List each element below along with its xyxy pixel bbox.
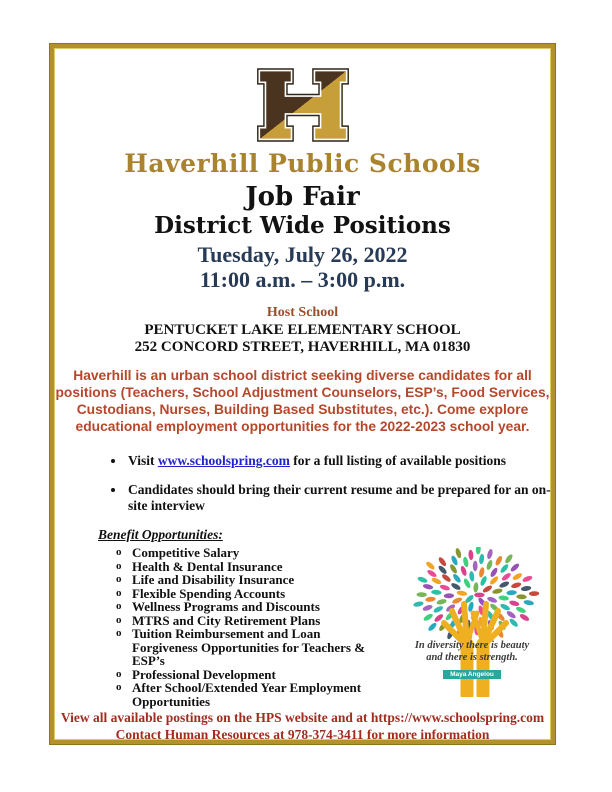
benefit-item: o Tuition Reimbursement and Loan Forgiveness Opportunities for Teachers & ESP’s xyxy=(116,626,366,668)
footer-contact-info xyxy=(54,710,551,743)
event-title: Job Fair xyxy=(245,182,360,212)
event-subtitle: District Wide Positions xyxy=(154,212,451,239)
circle-bullet-icon: o xyxy=(116,627,122,639)
host-school-name: PENTUCKET LAKE ELEMENTARY SCHOOL xyxy=(144,322,461,338)
benefits-section xyxy=(54,527,551,708)
benefit-item: o Flexible Spending Accounts xyxy=(116,585,286,601)
circle-bullet-icon: o xyxy=(116,667,122,680)
quote-line-2: and there is strength. xyxy=(426,651,518,663)
intro-paragraph: Haverhill is an urban school district seeking diverse candidates for all positions (Teachers, School Adjustment Counselors, ESP’s, Food Services, Custodians, Nurses, Building Based Substitutes, etc.). Come explore educational employment opportunities for the 2022-2023 school year. xyxy=(55,368,550,434)
host-school-label: Host School xyxy=(266,305,339,320)
school-name-title: Haverhill Public Schools xyxy=(124,149,481,178)
benefit-item: o Wellness Programs and Discounts xyxy=(116,599,320,614)
host-school-address: 252 CONCORD STREET, HAVERHILL, MA 01830 xyxy=(134,339,471,355)
circle-bullet-icon: o xyxy=(116,600,122,612)
diversity-quote xyxy=(392,640,552,681)
footer-line-2: Contact Human Resources at 978-374-3411 for more information xyxy=(115,726,490,742)
quote-attribution-badge: Maya Angelou xyxy=(443,670,501,679)
circle-bullet-icon: o xyxy=(116,546,122,558)
flyer-frame xyxy=(50,44,555,744)
event-date: Tuesday, July 26, 2022 xyxy=(197,242,408,267)
diversity-tree-image xyxy=(400,547,550,708)
info-bullet-list xyxy=(126,453,551,514)
bullet-visit-schoolspring xyxy=(126,453,551,469)
circle-bullet-icon: o xyxy=(116,573,122,585)
benefits-heading: Benefit Opportunities: xyxy=(98,527,223,542)
benefit-item: o Competitive Salary xyxy=(116,545,240,560)
quote-line-1: In diversity there is beauty xyxy=(414,640,530,651)
bullet-text-pre: Visit xyxy=(128,453,158,468)
circle-bullet-icon: o xyxy=(116,559,122,572)
circle-bullet-icon: o xyxy=(116,681,122,693)
event-time: 11:00 a.m. – 3:00 p.m. xyxy=(199,267,406,292)
bullet-text: Candidates should bring their current resume and be prepared for an on-site interview xyxy=(128,482,551,513)
circle-bullet-icon: o xyxy=(116,613,122,626)
circle-bullet-icon: o xyxy=(116,586,122,599)
benefit-item: o After School/Extended Year Employment Opportunities xyxy=(116,680,362,709)
footer-line-1: View all available postings on the HPS website and at https://www.schoolspring.com xyxy=(60,710,545,725)
schoolspring-link[interactable]: www.schoolspring.com xyxy=(157,453,290,468)
bullet-text-post: for a full listing of available positions xyxy=(289,453,507,468)
benefits-list-container xyxy=(98,527,398,708)
benefit-item: o MTRS and City Retirement Plans xyxy=(116,612,321,628)
haverhill-h-logo-icon xyxy=(253,64,353,146)
benefits-list xyxy=(98,546,378,708)
benefit-item: o Health & Dental Insurance xyxy=(116,558,283,574)
benefit-item: o Professional Development xyxy=(116,666,276,682)
benefit-item: o Life and Disability Insurance xyxy=(116,572,295,587)
logo-container xyxy=(54,64,551,148)
bullet-bring-resume xyxy=(126,482,551,514)
